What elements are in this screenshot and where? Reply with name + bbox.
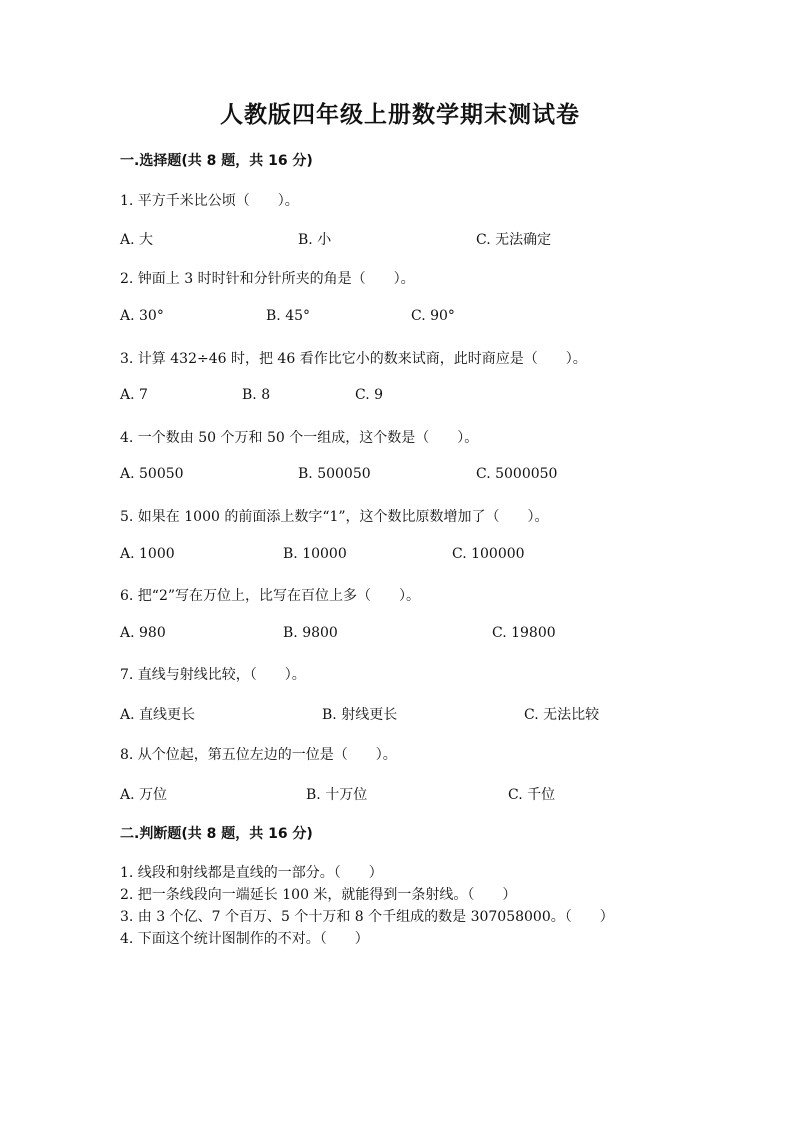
question-5: 5. 如果在 1000 的前面添上数字“1”，这个数比原数增加了（ ）。 [120,509,549,525]
q2-option-a: A. 30° [120,308,164,324]
section1-heading: 一.选择题(共 8 题，共 16 分) [120,153,313,169]
question-1: 1. 平方千米比公顷（ ）。 [120,193,299,209]
q1-option-b: B. 小 [298,232,332,248]
tf-item-3: 3. 由 3 个亿、7 个百万、5 个十万和 8 个千组成的数是 307058000。（ ） [120,909,614,925]
q7-option-c: C. 无法比较 [524,707,600,723]
q1-option-c: C. 无法确定 [476,232,552,248]
q5-option-c: C. 100000 [452,546,525,562]
q1-option-a: A. 大 [120,232,154,248]
question-6: 6. 把“2”写在万位上，比写在百位上多（ ）。 [120,588,421,604]
question-3: 3. 计算 432÷46 时，把 46 看作比它小的数来试商，此时商应是（ ）。 [120,351,587,367]
tf-item-4: 4. 下面这个统计图制作的不对。（ ） [120,931,369,947]
tf-item-2: 2. 把一条线段向一端延长 100 米，就能得到一条射线。（ ） [120,887,517,903]
q6-option-b: B. 9800 [283,625,338,641]
tf-item-1: 1. 线段和射线都是直线的一部分。（ ） [120,865,383,881]
question-2: 2. 钟面上 3 时时针和分针所夹的角是（ ）。 [120,271,415,287]
q8-option-b: B. 十万位 [306,787,368,803]
q4-option-a: A. 50050 [120,466,184,482]
q6-option-c: C. 19800 [492,625,556,641]
q8-option-c: C. 千位 [508,787,556,803]
q5-option-b: B. 10000 [283,546,347,562]
q3-option-a: A. 7 [120,387,148,403]
q2-option-c: C. 90° [411,308,455,324]
q2-option-b: B. 45° [266,308,311,324]
q7-option-b: B. 射线更长 [322,707,398,723]
q4-option-b: B. 500050 [298,466,371,482]
q3-option-b: B. 8 [242,387,271,403]
section2-heading: 二.判断题(共 8 题，共 16 分) [120,826,313,842]
page-title: 人教版四年级上册数学期末测试卷 [220,102,580,128]
q4-option-c: C. 5000050 [476,466,558,482]
q7-option-a: A. 直线更长 [120,707,196,723]
question-8: 8. 从个位起，第五位左边的一位是（ ）。 [120,747,397,763]
q8-option-a: A. 万位 [120,787,168,803]
q5-option-a: A. 1000 [120,546,175,562]
question-7: 7. 直线与射线比较，（ ）。 [120,667,306,683]
question-4: 4. 一个数由 50 个万和 50 个一组成，这个数是（ ）。 [120,430,479,446]
q6-option-a: A. 980 [120,625,166,641]
q3-option-c: C. 9 [355,387,384,403]
